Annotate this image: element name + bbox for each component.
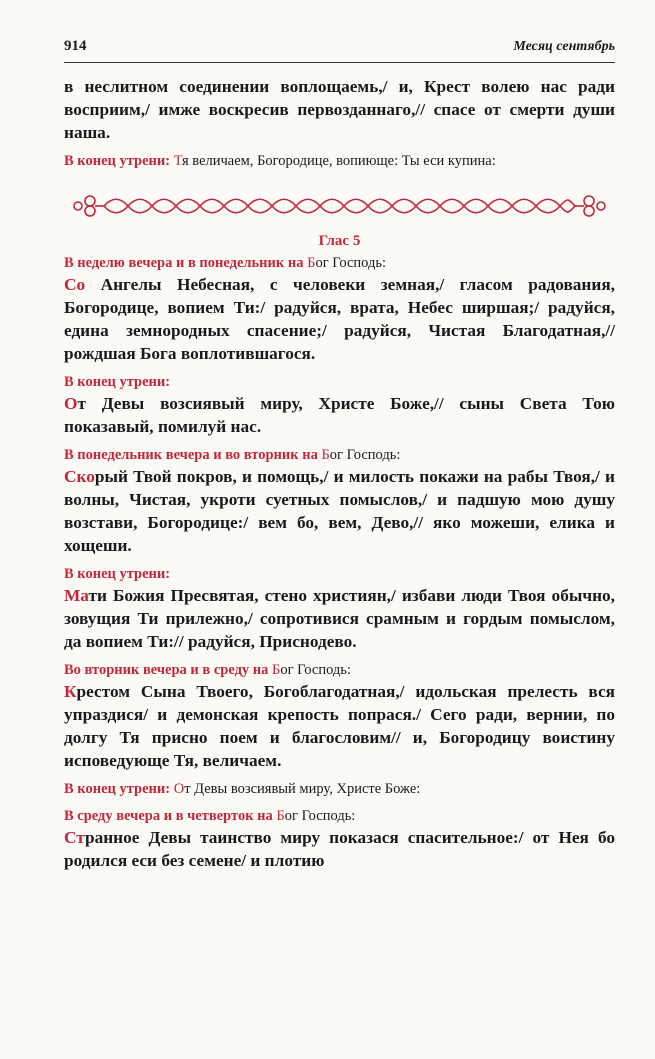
rubric-konets-utreni-3: [64, 565, 615, 584]
rubric-label: В неделю вечера и в понедельник на: [64, 255, 308, 271]
initial-letter: Б: [321, 447, 330, 463]
text-paragraph-1: в неслитном соединении воплощаемь,/ и, Крест волею нас ради восприим,/ имже воскресив первозданнаго,// спасе от смерти души наша.: [64, 77, 615, 142]
initial-letter: О: [173, 781, 185, 797]
rubric-text: т Девы возсиявый миру, Христе Боже:: [184, 781, 421, 797]
running-title: Месяц сентябрь: [513, 39, 615, 54]
paragraph-text: ранное Девы таинство миру показася спасительное:/ от Нея бо родился еси без семене/ и плотию: [64, 828, 615, 870]
decorative-ornament-divider: [64, 193, 615, 219]
page-number: 914: [64, 38, 87, 54]
initial-letter: О: [64, 394, 78, 413]
ornament-braid-icon: [64, 193, 615, 219]
text-paragraph-3: [64, 392, 615, 438]
rubric-text: ог Господь:: [280, 662, 351, 678]
rubric-label: В конец утрени:: [64, 153, 174, 169]
text-paragraph-2: [64, 273, 615, 365]
paragraph-text: ти Божия Пресвятая, стено християн,/ избави люди Твоя обычно, зовущия Ти прилежно,/ сопротивися срамным и гордым помыслом, да вопием Ти:// радуйся, Приснодево.: [64, 586, 615, 651]
paragraph-text: Ангелы Небесная, с человеки земная,/ гласом радования, Богородице, вопием Ти:/ радуйся, врата, Небес ширшая;/ радуйся, едина земнородных спасение;/ радуйся, Чистая Благодатная,// рождшая Бога воплотившагося.: [64, 275, 615, 363]
rubric-label: Во вторник вечера и в среду на: [64, 662, 273, 678]
rubric-label: В среду вечера и в четверток на: [64, 808, 277, 824]
rubric-konets-utreni-1: [64, 152, 615, 171]
paragraph-text: рый Твой покров, и помощь,/ и милость покажи на рабы Твоя,/ и волны, Чистая, укроти суетных помыслов,/ и падшую мою душу возстави, Богородице:/ вем бо, вем, Дево,// яко можеши, елика и хощеши.: [64, 467, 615, 555]
text-paragraph-6: [64, 680, 615, 772]
initial-letter: Ма: [64, 586, 89, 605]
rubric-sunday-evening: [64, 254, 615, 273]
running-header: [64, 38, 615, 63]
rubric-wednesday-evening: [64, 807, 615, 826]
text-paragraph-8: [64, 826, 615, 872]
rubric-tuesday-evening: [64, 661, 615, 680]
initial-letter: Б: [272, 662, 281, 678]
rubric-konets-utreni-4: [64, 780, 615, 799]
paragraph-text: т Девы возсиявый миру, Христе Боже,// сыны Света Тою показавый, помилуй нас.: [64, 394, 615, 436]
paragraph-text: рестом Сына Твоего, Богоблагодатная,/ идольская прелесть вся упраздися/ и демонская крепость попрася./ Сего ради, вернии, по долгу Тя присно поем и благословим// и, Богородицу воистину исповедующе Тя, величаем.: [64, 682, 615, 770]
rubric-label: В конец утрени:: [64, 374, 171, 390]
rubric-label: В конец утрени:: [64, 781, 174, 797]
rubric-label: В понедельник вечера и во вторник на: [64, 447, 322, 463]
initial-letter: Ско: [64, 467, 95, 486]
initial-letter: Со: [64, 275, 86, 294]
text-paragraph-5: [64, 584, 615, 653]
rubric-text: ог Господь:: [329, 447, 401, 463]
initial-letter: Т: [173, 153, 183, 169]
tone-heading: Глас 5: [318, 233, 361, 249]
text-paragraph-4: [64, 465, 615, 557]
rubric-text: я величаем, Богородице, вопиюще: Ты еси купина:: [182, 153, 496, 169]
initial-letter: Ст: [64, 828, 85, 847]
initial-letter: Б: [276, 808, 285, 824]
initial-letter: Б: [307, 255, 316, 271]
rubric-text: ог Господь:: [315, 255, 387, 271]
rubric-konets-utreni-2: [64, 373, 615, 392]
rubric-monday-evening: [64, 446, 615, 465]
rubric-text: ог Господь:: [284, 808, 356, 824]
rubric-label: В конец утрени:: [64, 566, 171, 582]
initial-letter: К: [64, 682, 77, 701]
